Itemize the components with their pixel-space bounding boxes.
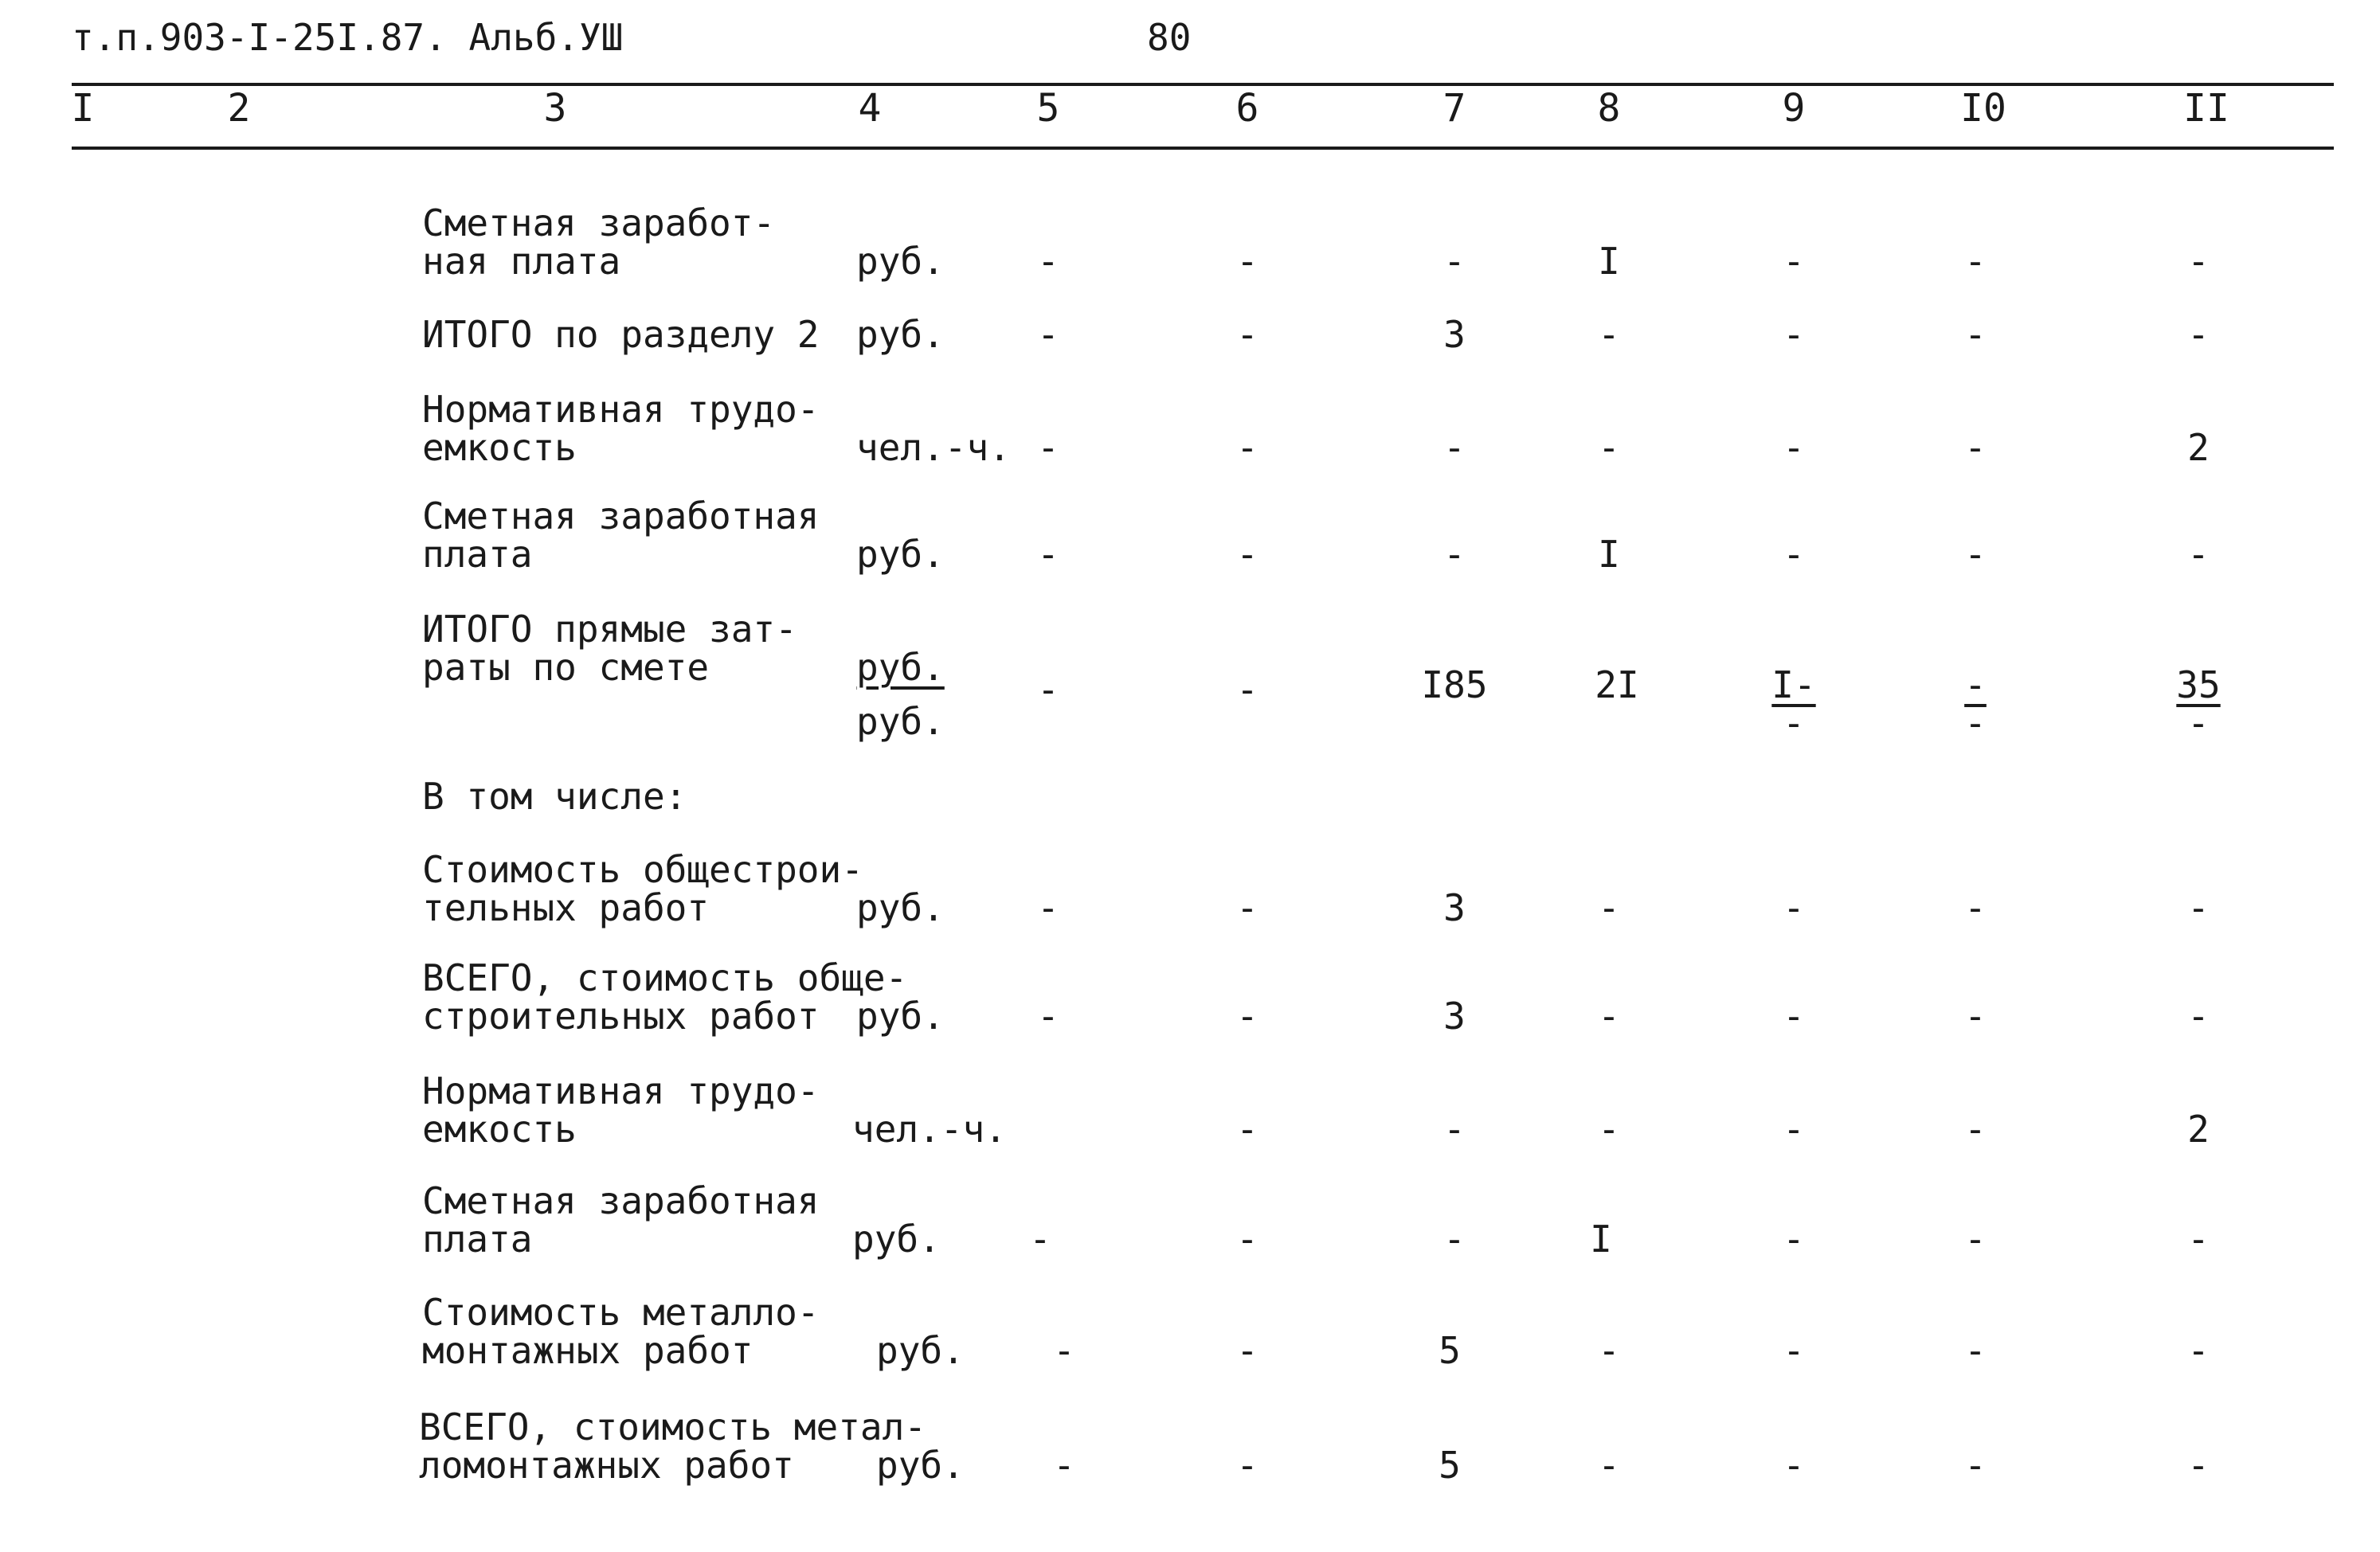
cell-col9: - (1783, 995, 1805, 1038)
fraction-numerator: - (1964, 663, 1987, 706)
cell-col9: - (1783, 533, 1805, 576)
row-unit: руб. (856, 313, 945, 356)
column-number-7: 7 (1442, 86, 1466, 131)
cell-col8: - (1598, 995, 1620, 1038)
cell-col9: - (1783, 240, 1805, 283)
row-unit: руб. (876, 1329, 965, 1372)
row-unit-top (856, 646, 945, 689)
row-unit: руб. (876, 1444, 965, 1487)
cell-col11: 2 (2187, 426, 2210, 469)
fraction-numerator: I- (1771, 663, 1816, 706)
cell-col5: - (1037, 313, 1059, 356)
column-number-5: 5 (1036, 86, 1060, 131)
cell-col8: I (1598, 533, 1620, 576)
cell-col11: - (2187, 1444, 2210, 1487)
cell-col10: - (1964, 1218, 1987, 1261)
cell-col6: - (1236, 1444, 1259, 1487)
cell-col7: 5 (1439, 1329, 1461, 1372)
cell-col6: - (1236, 313, 1259, 356)
cell-col8: I (1598, 240, 1620, 283)
cell-col6: - (1236, 995, 1259, 1038)
column-number-11: II (2183, 86, 2229, 131)
document-reference: т.п.903-I-25I.87. Альб.УШ (72, 16, 624, 59)
row-unit: чел.-ч. (856, 426, 1011, 469)
column-number-1: I (71, 86, 95, 131)
cell-col8: - (1598, 1108, 1620, 1151)
cell-col7: - (1443, 1218, 1466, 1261)
cell-col5: - (1037, 668, 1059, 711)
row-unit: руб. (852, 1218, 941, 1261)
row-unit: руб. (856, 240, 945, 283)
cell-col6: - (1236, 886, 1259, 929)
row-unit: чел.-ч. (852, 1108, 1007, 1151)
row-label-line: плата (422, 533, 533, 576)
fraction-denominator: - (1783, 702, 1805, 745)
cell-col6: - (1236, 1218, 1259, 1261)
row-unit: руб. (856, 533, 945, 576)
cell-col5: - (1037, 886, 1059, 929)
row-label-line: ИТОГО по разделу 2 (422, 313, 820, 356)
cell-col11: - (2187, 240, 2210, 283)
cell-col10: - (1964, 313, 1987, 356)
cell-col10: - (1964, 1108, 1987, 1151)
cell-col5: - (1053, 1444, 1075, 1487)
cell-col10: - (1964, 1329, 1987, 1372)
cell-col8: - (1598, 1329, 1620, 1372)
cell-col8: 2I (1595, 663, 1639, 706)
cell-col11: - (2187, 1218, 2210, 1261)
cell-col8: I (1590, 1218, 1612, 1261)
row-label-line: Сметная заработ- (422, 201, 776, 244)
column-number-2: 2 (227, 86, 251, 131)
cell-col9: - (1783, 313, 1805, 356)
row-label-line: Сметная заработная (422, 1179, 820, 1222)
cell-col7: I85 (1421, 663, 1488, 706)
cell-col6: - (1236, 533, 1259, 576)
cell-col7: 3 (1443, 313, 1466, 356)
cell-col10: - (1964, 886, 1987, 929)
cell-col9: - (1783, 1444, 1805, 1487)
cell-col9: - (1783, 886, 1805, 929)
row-label-line: тельных работ (422, 886, 710, 929)
cell-col10: - (1964, 426, 1987, 469)
row-label-line: раты по смете (422, 646, 710, 689)
cell-col5: - (1037, 995, 1059, 1038)
row-label-line: ИТОГО прямые зат- (422, 608, 797, 651)
cell-col9: - (1783, 1108, 1805, 1151)
row-unit: руб. (856, 995, 945, 1038)
row-unit: руб. (856, 886, 945, 929)
column-number-6: 6 (1235, 86, 1259, 131)
cell-col5: - (1037, 240, 1059, 283)
cell-col9: - (1783, 1329, 1805, 1372)
row-unit-bottom: руб. (856, 700, 945, 743)
cell-col8: - (1598, 1444, 1620, 1487)
cell-col9: - (1783, 426, 1805, 469)
row-label-line: емкость (422, 426, 577, 469)
cell-col7: 3 (1443, 886, 1466, 929)
cell-col6: - (1236, 1329, 1259, 1372)
cell-col10: - (1964, 240, 1987, 283)
row-label-line: монтажных работ (422, 1329, 754, 1372)
row-label-line: ВСЕГО, стоимость метал- (419, 1405, 926, 1448)
column-number-8: 8 (1597, 86, 1621, 131)
cell-col5: - (1029, 1218, 1051, 1261)
header-rule-bottom (72, 147, 2334, 150)
row-label-line: Нормативная трудо- (422, 388, 820, 431)
column-number-3: 3 (543, 86, 567, 131)
cell-col11: - (2187, 886, 2210, 929)
row-label-line: Стоимость металло- (422, 1291, 820, 1334)
fraction-denominator: - (2187, 702, 2210, 745)
cell-col9: - (1783, 1218, 1805, 1261)
cell-col6: - (1236, 668, 1259, 711)
row-label-line: Нормативная трудо- (422, 1069, 820, 1112)
row-label-line: Стоимость общестрои- (422, 848, 863, 891)
cell-col7: 3 (1443, 995, 1466, 1038)
cell-col11: - (2187, 995, 2210, 1038)
cell-col11: - (2187, 533, 2210, 576)
cell-col5: - (1053, 1329, 1075, 1372)
cell-col6: - (1236, 1108, 1259, 1151)
unit-top: руб. (856, 646, 945, 689)
row-label-line: Сметная заработная (422, 495, 820, 538)
fraction-denominator: - (1964, 702, 1987, 745)
row-label-line: плата (422, 1218, 533, 1261)
cell-col7: - (1443, 240, 1466, 283)
cell-col7: 5 (1439, 1444, 1461, 1487)
column-number-9: 9 (1782, 86, 1806, 131)
cell-col7: - (1443, 1108, 1466, 1151)
cell-col8: - (1598, 426, 1620, 469)
cell-col7: - (1443, 533, 1466, 576)
cell-col8: - (1598, 313, 1620, 356)
row-label-line: емкость (422, 1108, 577, 1151)
cell-col10-fraction (1964, 663, 1987, 745)
cell-col8: - (1598, 886, 1620, 929)
cell-col11: - (2187, 313, 2210, 356)
cell-col6: - (1236, 426, 1259, 469)
cell-col9-fraction (1771, 663, 1816, 745)
cell-col5: - (1037, 426, 1059, 469)
cell-col6: - (1236, 240, 1259, 283)
row-label-line: ная плата (422, 240, 621, 283)
column-number-4: 4 (858, 86, 882, 131)
section-heading: В том числе: (422, 775, 687, 818)
row-label-line: строительных работ (422, 995, 820, 1038)
row-label-line: ВСЕГО, стоимость обще- (422, 956, 908, 999)
cell-col10: - (1964, 995, 1987, 1038)
column-number-10: I0 (1960, 86, 2006, 131)
cell-col5: - (1037, 533, 1059, 576)
cell-col10: - (1964, 1444, 1987, 1487)
cell-col7: - (1443, 426, 1466, 469)
cell-col11: - (2187, 1329, 2210, 1372)
page-number: 80 (1147, 16, 1192, 59)
row-label-line: ломонтажных работ (419, 1444, 794, 1487)
cell-col11-fraction (2176, 663, 2221, 745)
fraction-numerator: 35 (2176, 663, 2221, 706)
cell-col11: 2 (2187, 1108, 2210, 1151)
cell-col10: - (1964, 533, 1987, 576)
